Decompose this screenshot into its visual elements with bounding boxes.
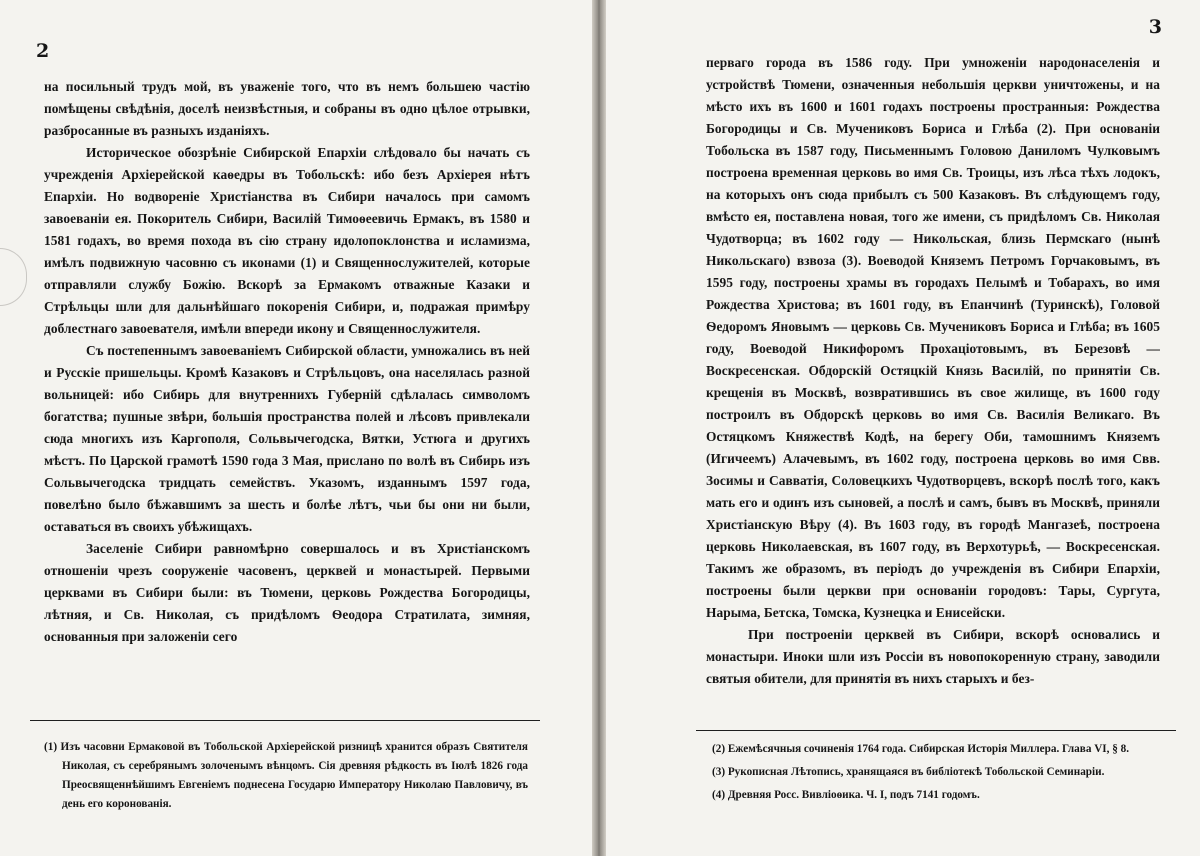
right-paragraph: При построеніи церквей въ Сибири, вскорѣ основались и монастыри. Иноки шли изъ Россіи въ новопокоренную страну, заводили святыя обители, для принятія въ нихъ старыхъ и без-: [706, 627, 1160, 686]
left-page: [0, 0, 592, 856]
footnote-divider: [30, 720, 540, 721]
footnote: (2) Ежемѣсячныя сочиненія 1764 года. Сибирская Исторія Миллера. Глава VI, § 8.: [712, 743, 1130, 755]
footnote-divider: [696, 730, 1176, 731]
right-page-footnotes: [712, 740, 1166, 809]
right-page: [606, 0, 1200, 856]
left-paragraph: Историческое обозрѣніе Сибирской Епархіи слѣдовало бы начать съ учрежденія Архіерейской каѳедры въ Тобольскѣ: ибо безъ Архіерея нѣтъ Епархіи. Но водвореніе Христіанства въ Сибири началось при самомъ завоеваніи ея. Покоритель Сибири, Василій Тимоѳеевичь Ермакъ, въ 1580 и 1581 годахъ, во время похода въ сію страну идолопоклонства и исламизма, имѣлъ подвижную часовню съ иконами (1) и Священнослужителей, которые отправляли службу Божію. Вскорѣ за Ермакомъ отважные Казаки и Стрѣльцы шли для дальнѣйшаго покоренія Сибири, и, подражая примѣру доблестнаго завоевателя, имѣли впереди икону и Священнослужителя.: [44, 145, 530, 336]
right-paragraph: перваго города въ 1586 году. При умноженіи народонаселенія и устройствѣ Тюмени, означенныя небольшія церкви уничтожены, и на мѣсто ихъ въ 1600 и 1601 годахъ построены пространныя: Рождества Богородицы и Св. Мучениковъ Бориса и Глѣба (2). При основаніи Тобольска въ 1587 году, Письменнымъ Головою Даниломъ Чулковымъ построена временная церковь во имя Св. Троицы, изъ лѣса тѣхъ лодокъ, на которыхъ онъ сюда прибылъ съ 500 Казаковъ. Въ слѣдующемъ году, вмѣсто ея, поставлена новая, того же имени, съ придѣломъ Св. Николая Чудотворца; въ 1602 году — Никольская, близь Пермскаго (нынѣ Никольскаго) взвоза (3). Воеводой Княземъ Петромъ Горчаковымъ, въ 1595 году, построены храмы въ городахъ Пелымѣ и Тобарахъ, во имя Рождества Христова; въ 1601 году, въ Епанчинѣ (Туринскѣ), Головой Ѳедоромъ Яновымъ — церковь Св. Мучениковъ Бориса и Глѣба; въ 1605 году, Воеводой Никифоромъ Прохаціотовымъ, въ Березовѣ — Воскресенская. Обдорскій Остяцкій Князь Василій, по принятіи Св. крещенія въ Москвѣ, возвратившись въ свое жилище, въ 1600 году построилъ въ Обдорскѣ церковь во имя Св. Василія Великаго. Въ Остяцкомъ Княжествѣ Кодѣ, на берегу Оби, тамошнимъ Княземъ (Игичеемъ) Алачевымъ, въ 1602 году, построена церковь во имя Свв. Зосимы и Савватія, Соловецкихъ Чудотворцевъ, вскорѣ послѣ того, какъ мать его и одинъ изъ сыновей, а послѣ и самъ, бывъ въ Москвѣ, приняли Христіанскую Вѣру (4). Въ 1603 году, въ городѣ Мангазеѣ, построена церковь Николаевская, въ 1607 году, въ Верхотурьѣ, — Воскресенская. Такимъ же образомъ, въ періодъ до учрежденія въ Сибири Епархіи, построены были церкви при основаніи городовъ: Тары, Сургута, Нарыма, Бетска, Томска, Кузнецка и Енисейски.: [706, 55, 1160, 620]
left-paragraph: на посильный трудъ мой, въ уваженіе того, что въ немъ большею частію помѣщены свѣдѣнія, доселѣ неизвѣстныя, и собраны въ одно цѣлое отрывки, разбросанные въ разныхъ изданіяхъ.: [44, 79, 530, 138]
left-page-number: 2: [36, 40, 50, 62]
footnote: (3) Рукописная Лѣтопись, хранящаяся въ библіотекѣ Тобольской Семинаріи.: [712, 766, 1105, 778]
right-page-body: [706, 52, 1160, 690]
left-page-body: [44, 76, 530, 648]
book-gutter: [592, 0, 606, 856]
left-paragraph: Съ постепеннымъ завоеваніемъ Сибирской области, умножались въ ней и Русскіе пришельцы. Кромѣ Казаковъ и Стрѣльцовъ, она населялась разной вольницей: ибо Сибирь для внутреннихъ Губерній сдѣлалась символомъ богатства; пушные звѣри, большія пространства полей и лѣсовъ привлекали сюда многихъ изъ Каргополя, Сольвычегодска, Вятки, Устюга и другихъ мѣстъ. По Царской грамотѣ 1590 года 3 Мая, прислано по волѣ въ Сибирь изъ Сольвычегодска тридцать семействъ. Указомъ, изданнымъ 1597 года, повелѣно было бѣжавшимъ за шесть и болѣе лѣтъ, чьи бы они ни были, оставаться въ своихъ убѣжищахъ.: [44, 343, 530, 534]
library-stamp-fragment: [0, 248, 27, 306]
footnote: (1) Изъ часовни Ермаковой въ Тобольской Архіерейской ризницѣ хранится образъ Святителя Николая, съ серебрянымъ золоченымъ вѣнцомъ. Сія древняя рѣдкость въ Іюлѣ 1826 года Преосвященнѣйшимъ Евгеніемъ поднесена Государю Императору Николаю Павловичу, въ день его коронованія.: [44, 741, 528, 810]
right-page-number: 3: [1148, 16, 1162, 38]
left-page-footnotes: [44, 738, 528, 818]
left-paragraph: Заселеніе Сибири равномѣрно совершалось и въ Христіанскомъ отношеніи чрезъ сооруженіе часовенъ, церквей и монастырей. Первыми церквами въ Сибири были: въ Тюмени, церковь Рождества Богородицы, лѣтняя, и Св. Николая, съ придѣломъ Ѳеодора Стратилата, зимняя, основанныя при заложеніи сего: [44, 541, 530, 644]
footnote: (4) Древняя Росс. Вивліоѳика. Ч. I, подъ 7141 годомъ.: [712, 789, 980, 801]
